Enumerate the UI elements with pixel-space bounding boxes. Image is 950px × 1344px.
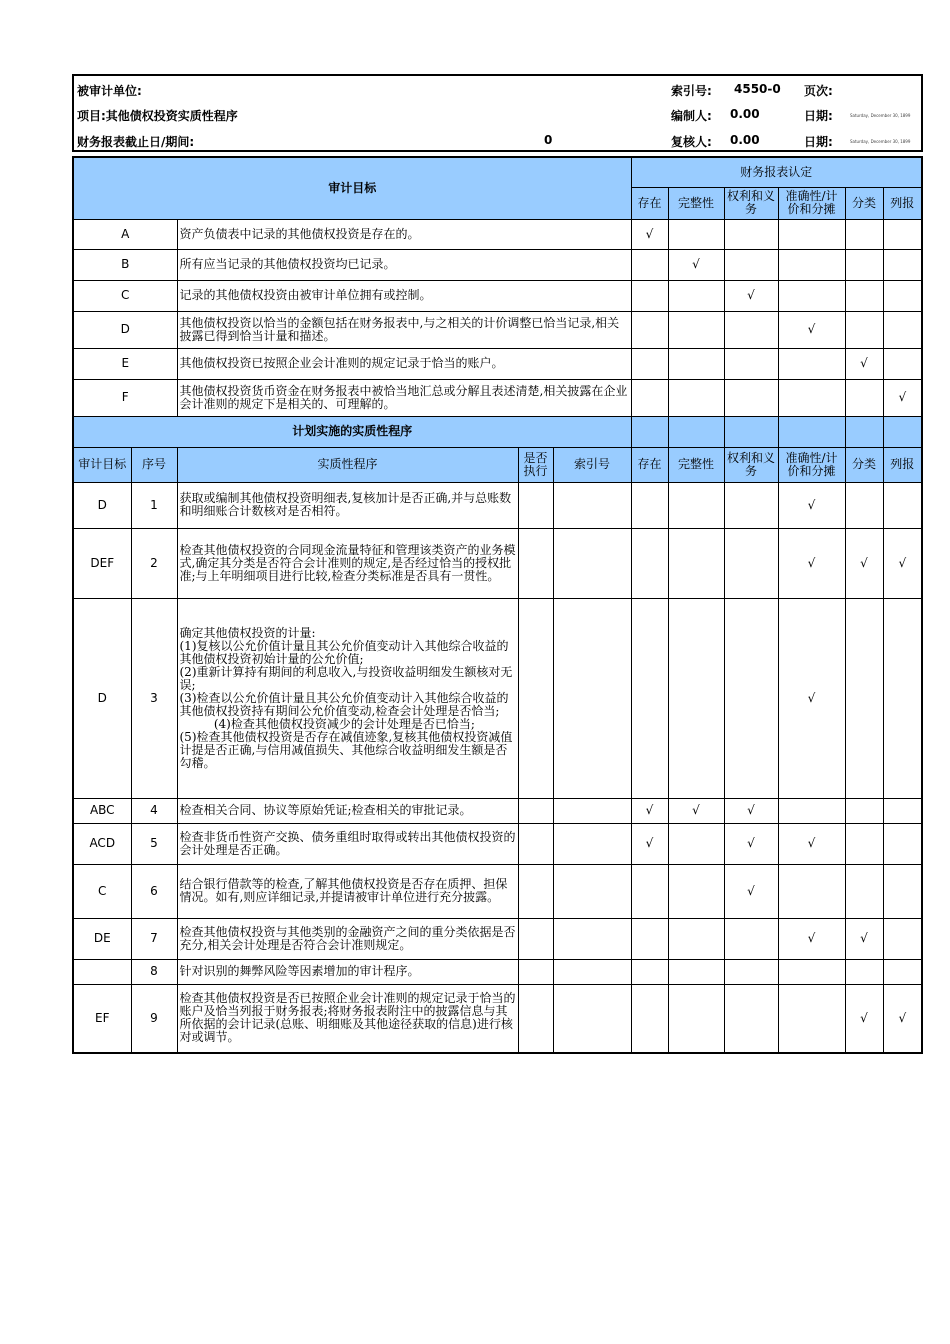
index-cell[interactable]	[553, 984, 631, 1053]
assertion-header: 列报	[883, 187, 922, 219]
reviewer-value: 0.00	[730, 133, 760, 147]
assertion-check: √	[845, 528, 883, 598]
assertion-check	[631, 528, 668, 598]
procedure-row	[73, 528, 922, 598]
procedure-text: 检查其他债权投资是否已按照企业会计准则的规定记录于恰当的账户及恰当列报于财务报表;将财务报表附注中的披露信息与其所依据的会计记录(总账、明细账及其他途径获取的信息)进行核对或调节。	[177, 984, 518, 1053]
assertion-check	[631, 311, 668, 348]
preparer-value: 0.00	[730, 107, 760, 121]
assertion-check	[668, 864, 724, 918]
index-cell[interactable]	[553, 528, 631, 598]
objective-code: D	[73, 311, 177, 348]
procedure-objective: C	[73, 864, 131, 918]
procedures-title: 计划实施的实质性程序	[73, 416, 631, 447]
procedure-objective: ACD	[73, 823, 131, 864]
assertion-check: √	[778, 528, 845, 598]
assertion-check	[724, 598, 778, 798]
assertion-check	[883, 918, 922, 959]
assertion-check: √	[724, 280, 778, 311]
procedure-seq: 1	[131, 482, 177, 528]
date-value-2: Saturday, December 30, 1899	[850, 139, 911, 144]
page-label: 页次:	[804, 84, 833, 98]
assertion-check	[883, 280, 922, 311]
assertion-check	[845, 249, 883, 280]
procedure-text: 检查非货币性资产交换、债务重组时取得或转出其他债权投资的会计处理是否正确。	[177, 823, 518, 864]
executed-cell[interactable]	[518, 864, 553, 918]
assertion-check	[668, 379, 724, 416]
assertion-header: 完整性	[668, 447, 724, 482]
assertion-check	[778, 984, 845, 1053]
procedure-text: 针对识别的舞弊风险等因素增加的审计程序。	[177, 959, 518, 984]
assertion-check: √	[724, 823, 778, 864]
procedure-text: 检查相关合同、协议等原始凭证;检查相关的审批记录。	[177, 798, 518, 823]
assertion-check	[668, 984, 724, 1053]
assertion-check	[631, 280, 668, 311]
procedure-objective: DEF	[73, 528, 131, 598]
objective-code: B	[73, 249, 177, 280]
assertion-check: √	[845, 348, 883, 379]
assertion-check	[883, 249, 922, 280]
assertion-check	[883, 348, 922, 379]
assertion-check	[631, 379, 668, 416]
assertion-check	[668, 311, 724, 348]
index-cell[interactable]	[553, 918, 631, 959]
assertion-check	[778, 249, 845, 280]
date-label-1: 日期:	[804, 109, 833, 123]
index-cell[interactable]	[553, 482, 631, 528]
index-cell[interactable]	[553, 823, 631, 864]
assertion-check: √	[778, 918, 845, 959]
period-label: 财务报表截止日/期间:	[77, 135, 195, 149]
procedure-row	[73, 864, 922, 918]
assertion-header: 完整性	[668, 187, 724, 219]
assertion-check: √	[883, 984, 922, 1053]
preparer-label: 编制人:	[671, 109, 712, 123]
assertion-check: √	[778, 482, 845, 528]
assertion-header: 存在	[631, 187, 668, 219]
assertion-check: √	[724, 798, 778, 823]
assertion-group-label: 财务报表认定	[631, 157, 922, 187]
executed-cell[interactable]	[518, 598, 553, 798]
procedure-text: 检查其他债权投资的合同现金流量特征和管理该类资产的业务模式,确定其分类是否符合会计准则的规定,是否经过恰当的授权批准;与上年明细项目进行比较,检查分类标准是否具有一贯性。	[177, 528, 518, 598]
index-cell[interactable]	[553, 598, 631, 798]
procedure-row	[73, 918, 922, 959]
assertion-check	[668, 280, 724, 311]
objective-text: 其他债权投资货币资金在财务报表中被恰当地汇总或分解且表述清楚,相关披露在企业会计准则的规定下是相关的、可理解的。	[177, 379, 631, 416]
procedure-text: 检查其他债权投资与其他类别的金融资产之间的重分类依据是否充分,相关会计处理是否符合会计准则规定。	[177, 918, 518, 959]
index-cell[interactable]	[553, 798, 631, 823]
assertion-check	[845, 482, 883, 528]
index-cell[interactable]	[553, 864, 631, 918]
assertion-check: √	[883, 528, 922, 598]
workpaper-header	[72, 74, 923, 152]
procedure-text: 结合银行借款等的检查,了解其他债权投资是否存在质押、担保情况。如有,则应详细记录,并提请被审计单位进行充分披露。	[177, 864, 518, 918]
assertion-header: 列报	[883, 447, 922, 482]
blank-cell	[845, 416, 883, 447]
assertion-check	[845, 823, 883, 864]
objective-text: 其他债权投资已按照企业会计准则的规定记录于恰当的账户。	[177, 348, 631, 379]
executed-cell[interactable]	[518, 528, 553, 598]
assertion-check	[631, 959, 668, 984]
procedure-seq: 7	[131, 918, 177, 959]
objective-code: F	[73, 379, 177, 416]
col-header-seq: 序号	[131, 447, 177, 482]
assertion-header: 存在	[631, 447, 668, 482]
objective-code: C	[73, 280, 177, 311]
assertion-check	[724, 311, 778, 348]
objective-row	[73, 311, 922, 348]
procedure-seq: 5	[131, 823, 177, 864]
index-value: 4550-0	[734, 82, 781, 96]
assertion-check	[724, 249, 778, 280]
procedure-seq: 9	[131, 984, 177, 1053]
blank-cell	[631, 416, 668, 447]
assertion-check	[778, 348, 845, 379]
assertion-check	[631, 348, 668, 379]
objective-code: A	[73, 219, 177, 249]
assertion-check	[724, 348, 778, 379]
assertion-header: 权利和义务	[724, 447, 778, 482]
col-header-objective: 审计目标	[73, 447, 131, 482]
assertion-check	[778, 798, 845, 823]
blank-cell	[724, 416, 778, 447]
assertion-header: 分类	[845, 447, 883, 482]
assertion-check	[724, 528, 778, 598]
assertion-header: 准确性/计价和分摊	[778, 187, 845, 219]
procedure-objective	[73, 959, 131, 984]
assertion-check: √	[631, 798, 668, 823]
objective-row	[73, 280, 922, 311]
index-label: 索引号:	[671, 84, 712, 98]
procedure-seq: 4	[131, 798, 177, 823]
assertion-check	[724, 918, 778, 959]
assertion-check	[724, 482, 778, 528]
procedure-objective: D	[73, 482, 131, 528]
assertion-check	[845, 598, 883, 798]
assertion-check	[724, 379, 778, 416]
assertion-check	[668, 918, 724, 959]
objective-text: 所有应当记录的其他债权投资均已记录。	[177, 249, 631, 280]
assertion-check	[845, 280, 883, 311]
assertion-check	[631, 984, 668, 1053]
assertion-check	[668, 528, 724, 598]
assertion-check	[883, 219, 922, 249]
assertion-check: √	[724, 864, 778, 918]
blank-cell	[668, 416, 724, 447]
assertion-check	[883, 823, 922, 864]
objective-row	[73, 379, 922, 416]
executed-cell[interactable]	[518, 798, 553, 823]
procedure-text: 确定其他债权投资的计量: (1)复核以公允价值计量且其公允价值变动计入其他综合收益的其他债权投资初始计量的公允价值; (2)重新计算持有期间的利息收入,与投资收益明细发生额核对无误; (3)检查以公允价值计量且其公允价值变动计入其他综合收益的其他债权投资持有期间公允价值变动,检查会计处理是否恰当; (4)检查其他债权投资减少的会计处理是否已恰当; (5)检查其他债权投资是否存在减值迹象,复核其他债权投资减值计提是否正确,与信用减值损失、其他综合收益明细发生额是否勾稽。	[177, 598, 518, 798]
auditee-label: 被审计单位:	[77, 84, 142, 98]
assertion-check	[883, 598, 922, 798]
assertion-header: 权利和义务	[724, 187, 778, 219]
executed-cell[interactable]	[518, 482, 553, 528]
objective-row	[73, 249, 922, 280]
procedure-seq: 3	[131, 598, 177, 798]
assertion-check	[883, 798, 922, 823]
objective-text: 记录的其他债权投资由被审计单位拥有或控制。	[177, 280, 631, 311]
date-value-1: Saturday, December 30, 1899	[850, 113, 911, 118]
assertion-check	[883, 482, 922, 528]
assertion-check	[724, 219, 778, 249]
assertion-check	[724, 984, 778, 1053]
procedure-objective: D	[73, 598, 131, 798]
assertion-check: √	[845, 918, 883, 959]
assertion-check: √	[845, 984, 883, 1053]
assertion-check	[778, 219, 845, 249]
executed-cell[interactable]	[518, 959, 553, 984]
procedure-seq: 2	[131, 528, 177, 598]
assertion-check	[845, 864, 883, 918]
assertion-check	[631, 482, 668, 528]
assertion-check: √	[883, 379, 922, 416]
blank-cell	[778, 416, 845, 447]
procedure-row	[73, 798, 922, 823]
procedure-objective: EF	[73, 984, 131, 1053]
procedure-seq: 8	[131, 959, 177, 984]
procedure-text: 获取或编制其他债权投资明细表,复核加计是否正确,并与总账数和明细账合计数核对是否相符。	[177, 482, 518, 528]
assertion-check	[668, 823, 724, 864]
assertion-check	[883, 864, 922, 918]
project-label: 项目:其他债权投资实质性程序	[77, 109, 238, 123]
assertion-check	[883, 959, 922, 984]
assertion-check	[845, 379, 883, 416]
col-header-index: 索引号	[553, 447, 631, 482]
objective-row	[73, 348, 922, 379]
assertion-check	[845, 311, 883, 348]
assertion-check	[845, 219, 883, 249]
objective-code: E	[73, 348, 177, 379]
procedure-objective: DE	[73, 918, 131, 959]
procedure-seq: 6	[131, 864, 177, 918]
assertion-check	[778, 280, 845, 311]
assertion-check	[631, 598, 668, 798]
assertion-check	[845, 959, 883, 984]
procedure-objective: ABC	[73, 798, 131, 823]
assertion-check: √	[668, 249, 724, 280]
assertion-check	[724, 959, 778, 984]
procedure-row	[73, 823, 922, 864]
col-header-procedure: 实质性程序	[177, 447, 518, 482]
assertion-check	[668, 348, 724, 379]
assertion-check	[778, 959, 845, 984]
assertion-check	[631, 918, 668, 959]
procedure-row	[73, 598, 922, 798]
procedure-row	[73, 984, 922, 1053]
reviewer-label: 复核人:	[671, 135, 712, 149]
assertion-check	[668, 959, 724, 984]
executed-cell[interactable]	[518, 823, 553, 864]
assertion-check: √	[631, 219, 668, 249]
assertion-check: √	[778, 311, 845, 348]
substantive-procedures-table	[72, 156, 923, 1054]
assertion-check	[668, 482, 724, 528]
assertion-check	[778, 379, 845, 416]
period-value: 0	[544, 133, 553, 147]
assertion-check	[631, 249, 668, 280]
objectives-title: 审计目标	[73, 157, 631, 219]
procedure-row	[73, 482, 922, 528]
objective-text: 其他债权投资以恰当的金额包括在财务报表中,与之相关的计价调整已恰当记录,相关披露已得到恰当计量和描述。	[177, 311, 631, 348]
assertion-check	[668, 219, 724, 249]
assertion-check	[778, 864, 845, 918]
assertion-check: √	[668, 798, 724, 823]
assertion-check: √	[778, 823, 845, 864]
assertion-header: 分类	[845, 187, 883, 219]
procedure-row	[73, 959, 922, 984]
assertion-check	[883, 311, 922, 348]
date-label-2: 日期:	[804, 135, 833, 149]
objective-row	[73, 219, 922, 249]
col-header-executed: 是否执行	[518, 447, 553, 482]
executed-cell[interactable]	[518, 918, 553, 959]
objective-text: 资产负债表中记录的其他债权投资是存在的。	[177, 219, 631, 249]
assertion-check	[845, 798, 883, 823]
assertion-check	[631, 864, 668, 918]
blank-cell	[883, 416, 922, 447]
assertion-check	[668, 598, 724, 798]
assertion-check: √	[778, 598, 845, 798]
index-cell[interactable]	[553, 959, 631, 984]
assertion-header: 准确性/计价和分摊	[778, 447, 845, 482]
assertion-check: √	[631, 823, 668, 864]
executed-cell[interactable]	[518, 984, 553, 1053]
